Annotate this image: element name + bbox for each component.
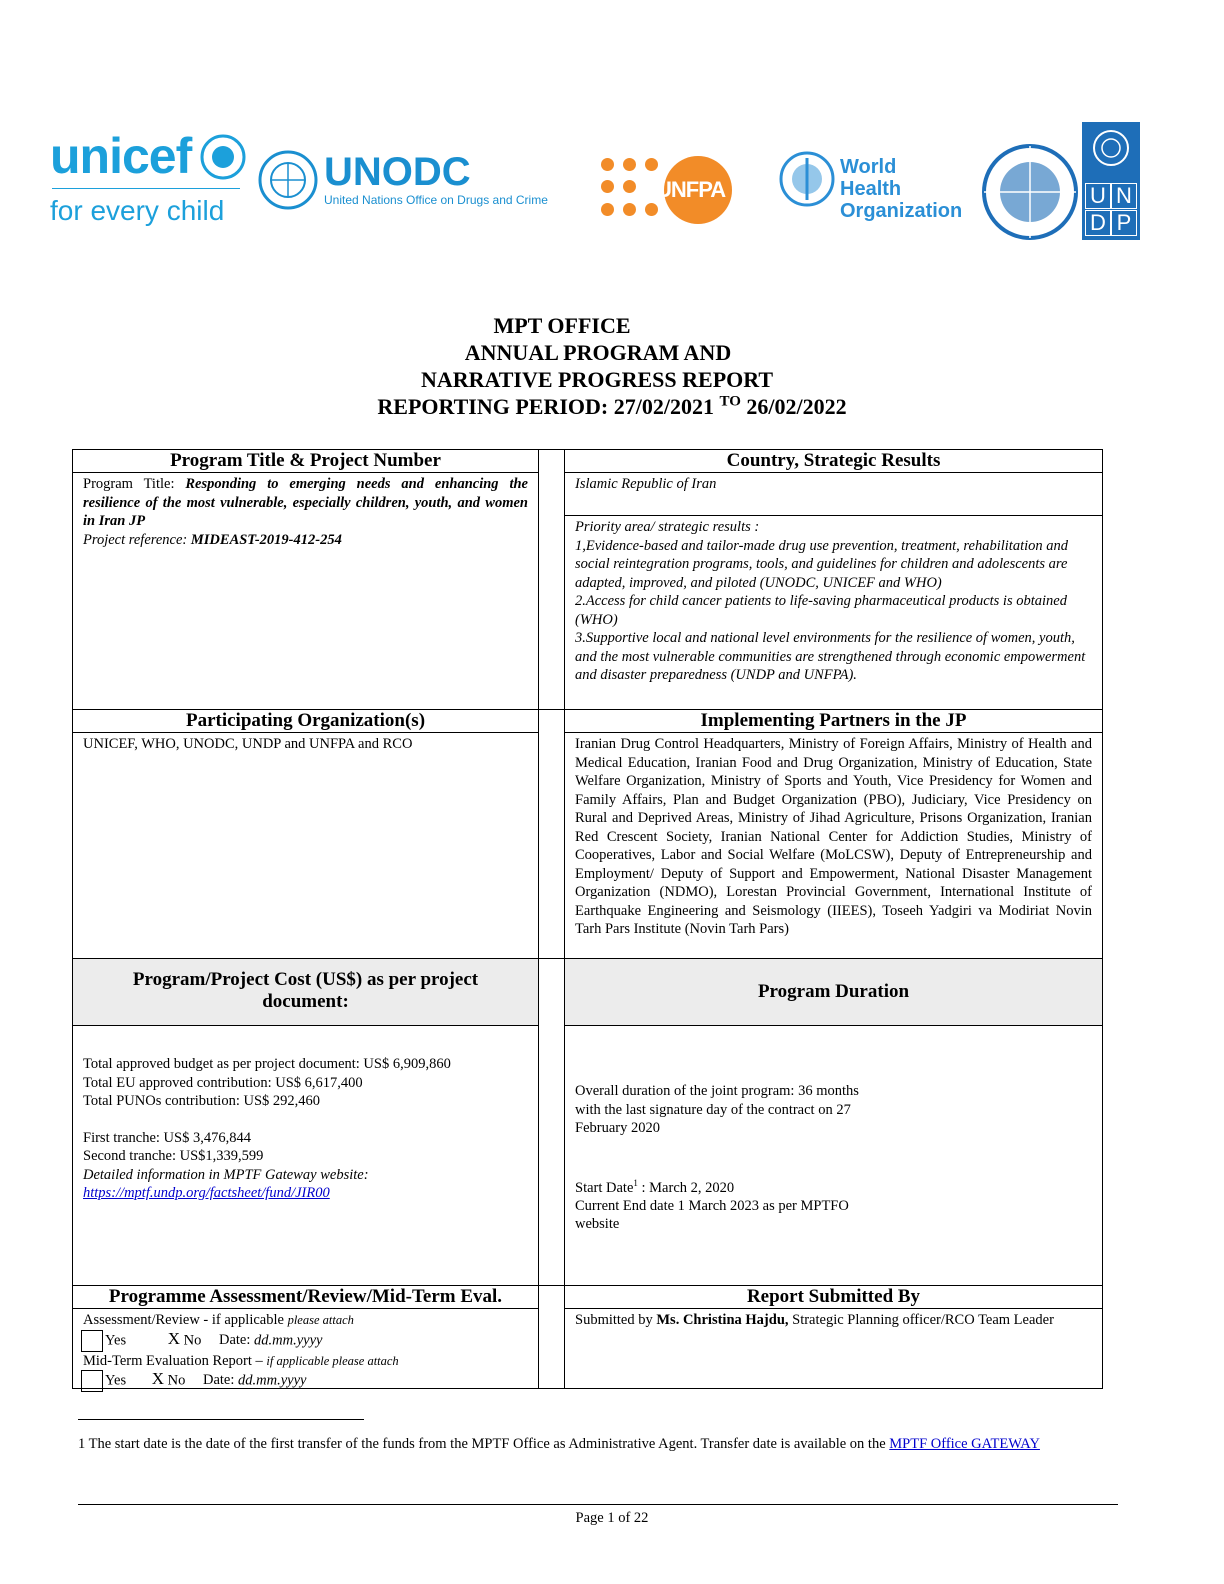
submitter-role: Strategic Planning officer/RCO Team Leader (788, 1312, 1054, 1328)
un-emblem-icon (1091, 128, 1131, 168)
undp-letter: U (1086, 184, 1110, 208)
first-tranche: First tranche: US$ 3,476,844 (83, 1129, 251, 1146)
participating-header: Participating Organization(s) (185, 710, 426, 731)
submitted-header: Report Submitted By (746, 1286, 921, 1307)
midterm-no-mark: X (151, 1369, 165, 1389)
reporting-period-to: TO (719, 393, 741, 410)
duration-header-cell (564, 958, 1103, 1026)
participating-value: UNICEF, WHO, UNODC, UNDP and UNFPA and RCO (83, 736, 413, 752)
midterm-no-label: No (164, 1372, 186, 1389)
undp-logo (980, 122, 1142, 240)
review-no-label: No (180, 1331, 202, 1348)
assessment-body-cell (72, 1308, 539, 1389)
assessment-header: Programme Assessment/Review/Mid-Term Eval. (108, 1286, 503, 1307)
review-note: please attach (287, 1313, 354, 1327)
gateway-link[interactable]: https://mptf.undp.org/factsheet/fund/JIR00 (83, 1185, 330, 1201)
unicef-tagline: for every child (50, 195, 225, 226)
reporting-period-end: 26/02/2022 (746, 394, 847, 419)
country-cell (564, 472, 1103, 516)
unicef-divider (52, 188, 240, 189)
submitter-name: Ms. Christina Hajdu, (656, 1312, 789, 1328)
page-number: Page 1 of 22 (575, 1510, 649, 1526)
strategic-result-1: 1,Evidence-based and tailor-made drug use prevention, treatment, rehabilitation and social reintegration programs, tools, and guidelines for children and adolescents are adapted, improved, and piloted (UNODC, UNICEF and WHO) (575, 537, 1069, 591)
who-logo (778, 150, 963, 222)
review-no-mark: X (167, 1328, 181, 1348)
review-yes-label: Yes (105, 1331, 127, 1348)
midterm-date-label: Date: (203, 1372, 239, 1389)
end-date-line2: website (575, 1216, 620, 1233)
submitted-prefix: Submitted by (575, 1312, 657, 1328)
program-header-cell (72, 449, 539, 473)
unfpa-dot (645, 203, 658, 216)
start-date (575, 1174, 1092, 1197)
strategic-result-3: 3.Supportive local and national level environments for the resilience of women, youth, and the most vulnerable communities are strengthened through economic empowerment and disaster preparedness (UNDP and UNFPA). (575, 630, 1086, 683)
priority-label: Priority area/ strategic results : (575, 519, 760, 535)
start-date-label: Start Date (575, 1179, 634, 1196)
implementing-value: Iranian Drug Control Headquarters, Ministry of Foreign Affairs, Ministry of Health and Medical Education, Iranian Food and Drug Organization, Ministry of Education, State Welfare Organization, Ministry of Sports and Youth, Vice Presidency for Women and Family Affairs, Plan and Budget Organization (PBO), Judiciary, Vice Presidency on Rural and Deprived Areas, Ministry of Jihad Agriculture, Prisons Organization, Iranian Red Crescent Society, Iranian National Center for Addiction Studies, Ministry of Cooperatives, Labor and Social Welfare (MoLCSW), Deputy of Entrepreneurship and Employment/ Deputy of Support and Empowerment, National Disaster Management Organization (NDMO), Lorestan Provincial Government, International Institute of Earthquake Engineering and Seismology (IIEES), Toseeh Yadgiri va Modiriat Novin Tarh Pars Institute (Novin Tarh Pars) (575, 736, 1092, 937)
who-line1: World Health (840, 156, 902, 200)
unicef-logo (50, 130, 245, 240)
review-label: Assessment/Review - if applicable (83, 1312, 288, 1328)
gateway-note: Detailed information in MPTF Gateway website: (83, 1166, 369, 1183)
review-options (81, 1330, 538, 1352)
country-header-cell (564, 449, 1103, 473)
midterm-yes-label: Yes (105, 1372, 127, 1389)
program-title (83, 475, 528, 531)
review-date-value: dd.mm.yyyy (254, 1331, 323, 1348)
title-line1: MPT OFFICE (493, 313, 631, 338)
footnote-number: 1 (78, 1436, 86, 1452)
unodc-subtitle: United Nations Office on Drugs and Crime (324, 193, 548, 207)
unicef-emblem-icon (200, 134, 246, 180)
review-line (83, 1311, 538, 1330)
submitted-by (575, 1311, 1062, 1330)
midterm-line (83, 1352, 538, 1371)
end-date-line1: Current End date 1 March 2023 as per MPTFO (575, 1197, 849, 1214)
duration-header: Program Duration (757, 981, 910, 1002)
unfpa-wordmark: UNFPA (656, 177, 726, 202)
implementing-header: Implementing Partners in the JP (700, 710, 967, 731)
second-tranche: Second tranche: US$1,339,599 (83, 1148, 264, 1164)
who-line2: Organization (840, 200, 963, 222)
spacer-cell (538, 449, 565, 710)
program-body-cell (72, 472, 539, 710)
unfpa-dot (623, 203, 636, 216)
unodc-logo (258, 150, 558, 212)
undp-letter: N (1112, 184, 1136, 208)
strategic-result-2: 2.Access for child cancer patients to life-saving pharmaceutical products is obtained (WHO) (575, 593, 1067, 628)
spacer-cell (538, 1285, 565, 1389)
footnote-ref: 1 (633, 1177, 638, 1188)
start-date-value: : March 2, 2020 (637, 1179, 735, 1196)
review-date-label: Date: (219, 1331, 255, 1348)
total-budget: Total approved budget as per project document: US$ 6,909,860 (83, 1056, 451, 1072)
puno-contribution: Total PUNOs contribution: US$ 292,460 (83, 1093, 321, 1109)
spacer-cell (538, 709, 565, 959)
unfpa-logo (598, 153, 738, 219)
project-reference (83, 531, 528, 550)
report-title (0, 312, 1224, 420)
who-wordmark (840, 156, 962, 222)
country-value: Islamic Republic of Iran (575, 476, 717, 492)
footnote (78, 1431, 1118, 1458)
duration-body-cell (564, 1025, 1103, 1286)
unfpa-dot (645, 158, 658, 171)
project-reference-label: Project reference: (83, 531, 191, 548)
assessment-header-cell (72, 1285, 539, 1309)
title-line4 (0, 393, 1224, 420)
midterm-yes-checkbox[interactable] (81, 1370, 103, 1392)
implementing-header-cell (564, 709, 1103, 733)
submitted-header-cell (564, 1285, 1103, 1309)
program-title-value: Responding to emerging needs and enhancing the resilience of the most vulnerable, especially children, youth, and women in Iran JP (83, 476, 528, 529)
page-footer-divider (78, 1504, 1118, 1505)
overall-duration-line3: February 2020 (575, 1120, 660, 1136)
eu-contribution: Total EU approved contribution: US$ 6,617,400 (83, 1074, 363, 1091)
midterm-note: if applicable please attach (266, 1353, 399, 1368)
title-line2: ANNUAL PROGRAM AND (464, 340, 732, 365)
mptf-gateway-link[interactable]: MPTF Office GATEWAY (889, 1436, 1040, 1452)
spacer-cell (538, 958, 565, 1286)
cost-header: Program/Project Cost (US$) as per project document: (132, 969, 479, 1012)
unfpa-dot (601, 203, 614, 216)
reporting-period-start: REPORTING PERIOD: 27/02/2021 (377, 394, 714, 419)
overall-duration-line1: Overall duration of the joint program: 36 months (575, 1083, 859, 1099)
undp-letter: D (1086, 211, 1110, 235)
footnote-text: The start date is the date of the first transfer of the funds from the MPTF Office as Administrative Agent. Transfer date is available on the (85, 1436, 890, 1452)
unfpa-dot (601, 158, 614, 171)
footnote-divider (78, 1419, 364, 1420)
participating-body-cell (72, 732, 539, 959)
program-header: Program Title & Project Number (170, 450, 441, 471)
cost-header-cell (72, 958, 539, 1026)
review-yes-checkbox[interactable] (81, 1330, 103, 1352)
unicef-wordmark: unicef (50, 128, 192, 184)
un-emblem-icon (258, 150, 318, 210)
title-line3: NARRATIVE PROGRESS REPORT (420, 367, 774, 392)
country-header: Country, Strategic Results (726, 450, 941, 471)
unfpa-dot (601, 180, 614, 193)
project-reference-value: MIDEAST-2019-412-254 (190, 531, 342, 548)
program-title-label: Program Title: (83, 476, 186, 492)
unfpa-dot (623, 158, 636, 171)
strategic-results-cell (564, 515, 1103, 710)
implementing-body-cell (564, 732, 1103, 959)
submitted-body-cell (564, 1308, 1103, 1389)
unfpa-dot (623, 180, 636, 193)
overall-duration-line2: with the last signature day of the contract on 27 (575, 1101, 851, 1118)
midterm-label: Mid-Term Evaluation Report – (83, 1352, 267, 1369)
cost-body-cell (72, 1025, 539, 1286)
undp-box (1082, 122, 1140, 240)
undp-letter: P (1112, 211, 1136, 235)
participating-header-cell (72, 709, 539, 733)
unodc-wordmark: UNODC (324, 150, 471, 194)
un-emblem-icon (980, 142, 1080, 242)
midterm-options (81, 1370, 538, 1392)
who-emblem-icon (778, 150, 836, 208)
midterm-date-value: dd.mm.yyyy (238, 1372, 307, 1389)
